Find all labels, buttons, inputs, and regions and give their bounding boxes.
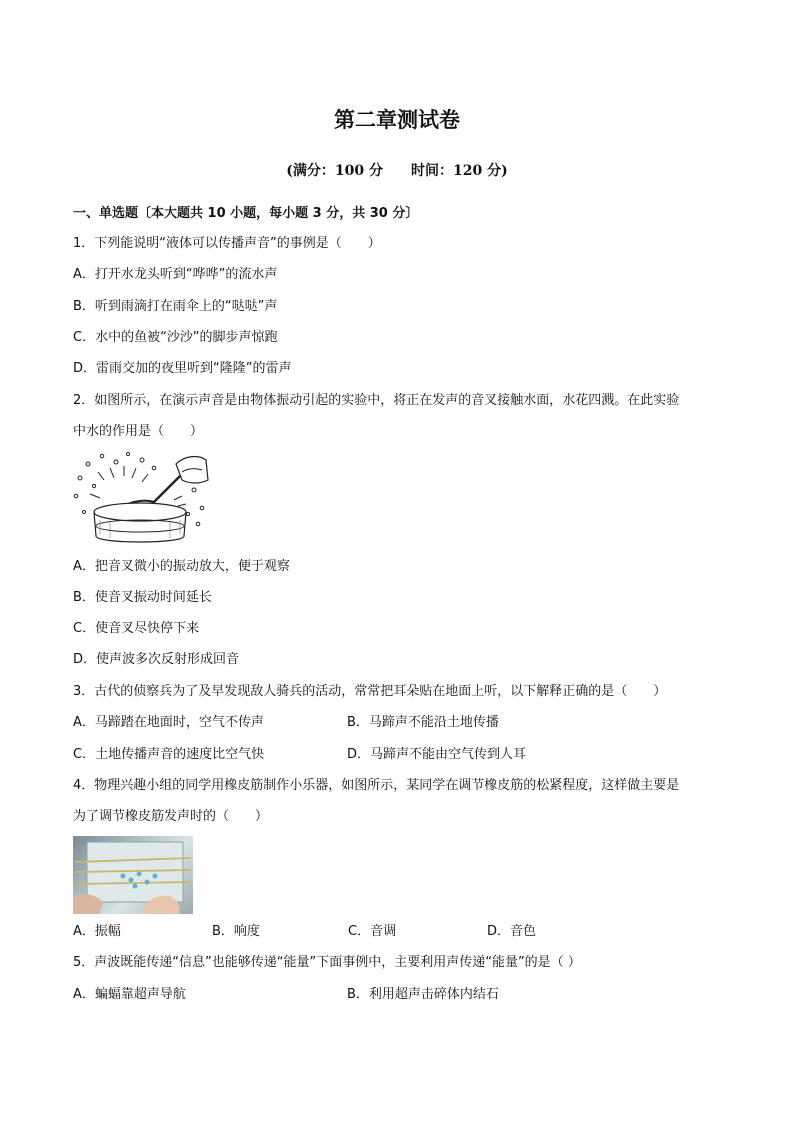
question-3-stem: 3．古代的侦察兵为了及早发现敌人骑兵的活动，常常把耳朵贴在地面上听，以下解释正确的是（ ） [73, 684, 667, 699]
q2-option-c: C．使音叉尽快停下来 [73, 621, 200, 636]
question-2-stem-line2: 中水的作用是（ ） [73, 424, 204, 439]
q4-option-c: C．音调 [348, 924, 397, 939]
q2-option-b: B．使音叉振动时间延长 [73, 590, 212, 605]
question-5-stem: 5．声波既能传递“信息”也能够传递“能量”下面事例中，主要利用声传递“能量”的是（ ） [73, 955, 581, 970]
q3-option-a: A．马蹄踏在地面时，空气不传声 [73, 715, 264, 730]
tuning-fork-water-figure [70, 450, 210, 550]
q1-option-b: B．听到雨滴打在雨伞上的“哒哒”声 [73, 299, 278, 314]
q3-option-c: C．土地传播声音的速度比空气快 [73, 747, 265, 762]
question-1-stem: 1．下列能说明“液体可以传播声音”的事例是（ ） [73, 236, 381, 251]
q1-option-a: A．打开水龙头听到“哗哗”的流水声 [73, 267, 278, 282]
question-2-stem-line1: 2．如图所示，在演示声音是由物体振动引起的实验中，将正在发声的音叉接触水面，水花四溅。在此实验 [73, 393, 680, 408]
q4-option-b: B．响度 [212, 924, 260, 939]
question-4-stem-line1: 4．物理兴趣小组的同学用橡皮筋制作小乐器，如图所示，某同学在调节橡皮筋的松紧程度，这样做主要是 [73, 778, 680, 793]
q4-option-a: A．振幅 [73, 924, 121, 939]
q5-option-a: A．蝙蝠靠超声导航 [73, 987, 186, 1002]
rubber-band-photo [73, 836, 193, 914]
q5-option-b: B．利用超声击碎体内结石 [347, 987, 499, 1002]
time-limit: 时间：120 分) [411, 163, 508, 179]
question-4-stem-line2: 为了调节橡皮筋发声时的（ ） [73, 809, 269, 824]
q2-option-a: A．把音叉微小的振动放大，便于观察 [73, 559, 290, 574]
page-title: 第二章测试卷 [334, 107, 460, 132]
q3-option-b: B．马蹄声不能沿土地传播 [347, 715, 499, 730]
q1-option-d: D．雷雨交加的夜里听到“隆隆”的雷声 [73, 361, 292, 376]
q2-option-d: D．使声波多次反射形成回音 [73, 652, 240, 667]
q1-option-c: C．水中的鱼被“沙沙”的脚步声惊跑 [73, 330, 278, 345]
full-score: (满分：100 分 [286, 163, 383, 179]
section-heading: 一、单选题〔本大题共 10 小题，每小题 3 分，共 30 分〕 [73, 206, 419, 221]
score-time-line [0, 160, 794, 180]
q4-option-d: D．音色 [487, 924, 537, 939]
q3-option-d: D．马蹄声不能由空气传到人耳 [347, 747, 527, 762]
